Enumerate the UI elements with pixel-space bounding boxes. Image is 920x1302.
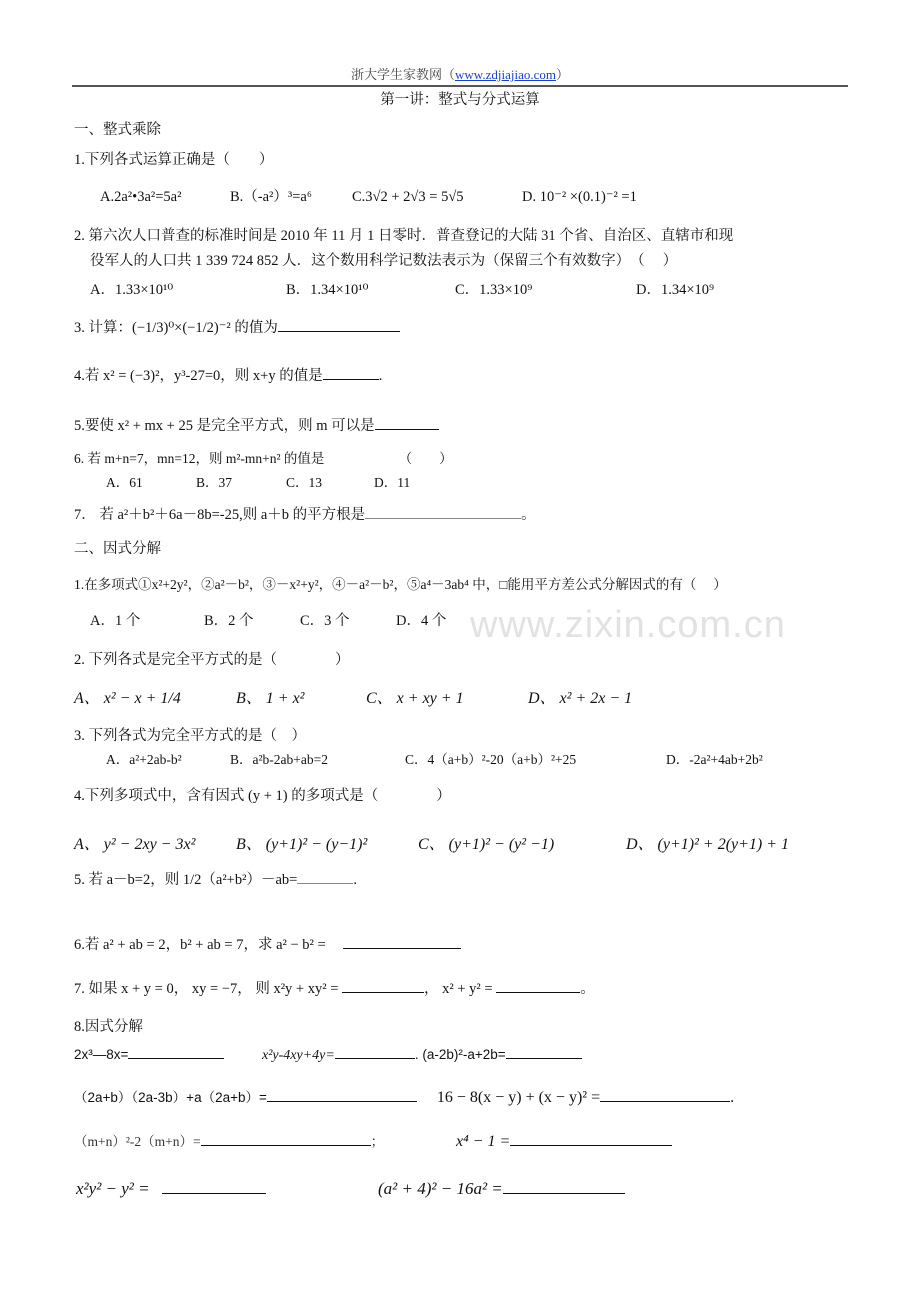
s2-q4-options	[74, 835, 801, 855]
expr: x²y-4xy+4y=	[262, 1048, 335, 1063]
s1-q2-line2: 役军人的人口共 1 339 724 852 人．这个数用科学记数法表示为（保留三个有效数字） （ ）	[90, 253, 678, 269]
answer-blank[interactable]	[201, 1131, 371, 1146]
s2-q7-part2: ， x² + y² =	[424, 981, 493, 997]
s2-q5-text: 5. 若 a－b=2，则 1/2（a²+b²）－ab=	[74, 872, 298, 888]
s1-q4: 4.若 x² = (−3)²，y³-27=0，则 x+y 的值是 .	[74, 365, 382, 386]
answer-blank[interactable]	[510, 1131, 672, 1146]
answer-blank[interactable]	[162, 1179, 266, 1194]
answer-blank[interactable]	[335, 1044, 415, 1059]
s2-q8-e9	[378, 1179, 637, 1199]
s1-q7-text: 7． 若 a²＋b²＋6a－8b=-25,则 a＋b 的平方根是	[74, 507, 366, 523]
site-name-end: ）	[555, 67, 569, 82]
s2-q1: 1.在多项式①x²+2y²，②a²－b²，③－x²+y²，④－a²－b²，⑤a⁴－3ab⁴ 中，□能用平方差公式分解因式的有（ ）	[74, 577, 727, 592]
s2-q6	[74, 934, 461, 955]
answer-blank[interactable]	[342, 978, 424, 993]
watermark: www.zixin.com.cn	[470, 604, 786, 646]
answer-blank[interactable]	[343, 934, 461, 949]
s2-q8-row4	[76, 1179, 637, 1199]
s1-q2-c: C．1.33×10⁹	[455, 282, 533, 298]
expr: . (a-2b)²-a+2b=	[414, 1047, 506, 1062]
answer-blank[interactable]	[600, 1087, 730, 1102]
s2-q2-a: A、 x² − x + 1/4	[74, 690, 181, 707]
site-name: 浙大学生家教网（	[351, 67, 456, 82]
s2-q3-a: A．a²+2ab-b²	[106, 752, 182, 767]
s1-q2-b: B．1.34×10¹⁰	[286, 282, 369, 298]
s2-q2-options	[74, 689, 644, 709]
answer-blank[interactable]	[503, 1179, 625, 1194]
s2-q3: 3. 下列各式为完全平方式的是（ ）	[74, 728, 306, 744]
answer-blank[interactable]	[496, 978, 580, 993]
s2-q8-heading: 8.因式分解	[74, 1019, 143, 1035]
s2-q8-e6: （m+n）²-2（m+n）= ；	[74, 1131, 456, 1152]
answer-blank[interactable]	[278, 317, 400, 332]
s2-q1-b: B．2 个	[204, 613, 254, 629]
expr: x²y² − y² =	[76, 1179, 150, 1198]
s1-q6-a: A．61	[106, 475, 143, 490]
s2-q6-text: 6.若 a² + ab = 2，b² + ab = 7，求 a² − b² =	[74, 937, 326, 953]
s2-q8-e7	[456, 1131, 684, 1152]
s2-q1-d: D．4 个	[396, 613, 447, 629]
s1-q1-d: D. 10⁻² ×(0.1)⁻² =1	[522, 189, 637, 205]
s2-q5: 5. 若 a－b=2，则 1/2（a²+b²）－ab= .	[74, 869, 357, 890]
s1-q1: 1.下列各式运算正确是（ ）	[74, 152, 274, 168]
header-rule	[72, 85, 848, 87]
page-header	[0, 65, 920, 85]
site-link[interactable]: www.zdjiajiao.com	[455, 67, 556, 82]
s2-q2: 2. 下列各式是完全平方式的是（ ）	[74, 652, 350, 668]
s1-q5	[74, 415, 439, 436]
s2-q2-c: C、 x + xy + 1	[366, 690, 464, 707]
s2-q1-options	[90, 611, 458, 631]
s2-q7-part1: 7. 如果 x + y = 0， xy = −7， 则 x²y + xy² =	[74, 981, 339, 997]
expr: x⁴ − 1 =	[456, 1133, 511, 1150]
s1-q6-options	[106, 473, 422, 493]
s2-q3-d: D．-2a²+4ab+2b²	[666, 752, 763, 767]
expr: 16 − 8(x − y) + (x − y)² =	[436, 1089, 601, 1106]
expr: 2x³—8x=	[74, 1047, 129, 1062]
s1-q2-d: D．1.34×10⁹	[636, 282, 715, 298]
answer-blank[interactable]	[506, 1044, 582, 1059]
s2-q7	[74, 978, 595, 999]
s1-q3	[74, 317, 400, 338]
s2-q4-a: A、 y² − 2xy − 3x²	[74, 836, 196, 853]
s2-q3-options	[106, 750, 775, 770]
s2-q8-row3	[74, 1131, 684, 1152]
s1-q6: 6. 若 m+n=7，mn=12，则 m²-mn+n² 的值是 （ ）	[74, 451, 453, 466]
s2-q7-end: 。	[580, 981, 595, 997]
s1-q1-c: C.3√2 + 2√3 = 5√5	[352, 189, 464, 205]
s2-q4-c: C、 (y+1)² − (y² −1)	[418, 836, 555, 853]
s2-q8-row1	[74, 1044, 594, 1066]
s1-q7: 7． 若 a²＋b²＋6a－8b=-25,则 a＋b 的平方根是 。	[74, 504, 536, 525]
s2-q8-e8	[76, 1179, 378, 1199]
s1-q6-c: C．13	[286, 475, 323, 490]
expr: （m+n）²-2（m+n）=	[74, 1134, 201, 1149]
s2-q2-b: B、 1 + x²	[236, 690, 305, 707]
s1-q2-line1: 2. 第六次人口普查的标准时间是 2010 年 11 月 1 日零时．普查登记的大陆 31 个省、自治区、直辖市和现	[74, 228, 734, 244]
answer-blank[interactable]	[297, 869, 353, 884]
answer-blank[interactable]	[267, 1087, 417, 1102]
s2-q4-d: D、 (y+1)² + 2(y+1) + 1	[626, 836, 790, 853]
section-2-heading: 二、因式分解	[74, 541, 161, 557]
s2-q2-d: D、 x² + 2x − 1	[528, 690, 633, 707]
s1-q3-text: 3. 计算：(−1/3)⁰×(−1/2)⁻² 的值为	[74, 320, 278, 336]
answer-blank[interactable]	[323, 365, 379, 380]
s1-q4-text: 4.若 x² = (−3)²，y³-27=0，则 x+y 的值是	[74, 368, 323, 384]
s1-q6-b: B．37	[196, 475, 233, 490]
answer-blank[interactable]	[365, 504, 521, 519]
s2-q4: 4.下列多项式中，含有因式 (y + 1) 的多项式是（ ）	[74, 788, 451, 804]
s2-q8-e3	[415, 1044, 594, 1065]
s1-q1-b: B.（-a²）³=a⁶	[230, 189, 312, 205]
s2-q3-c: C．4（a+b）²-20（a+b）²+25	[405, 752, 577, 767]
page-title: 第一讲：整式与分式运算	[380, 92, 540, 108]
s2-q8-e4	[74, 1087, 437, 1108]
s1-q5-text: 5.要使 x² + mx + 25 是完全平方式，则 m 可以是	[74, 418, 375, 434]
expr: （2a+b）（2a-3b）+a（2a+b）=	[74, 1090, 267, 1105]
expr: (a² + 4)² − 16a² =	[378, 1179, 503, 1198]
section-1-heading: 一、整式乘除	[74, 122, 161, 138]
s2-q8-e1	[74, 1044, 262, 1065]
s2-q1-c: C．3 个	[300, 613, 350, 629]
s1-q6-d: D．11	[374, 475, 411, 490]
s2-q1-a: A．1 个	[90, 613, 141, 629]
s2-q8-row2	[74, 1087, 746, 1108]
s2-q8-e5: 16 − 8(x − y) + (x − y)² = .	[436, 1089, 735, 1106]
s2-q4-b: B、 (y+1)² − (y−1)²	[236, 836, 368, 853]
s1-q1-a: A.2a²•3a²=5a²	[100, 189, 182, 205]
s2-q8-e2	[262, 1044, 415, 1066]
s1-q2-a: A．1.33×10¹⁰	[90, 282, 174, 298]
s2-q3-b: B．a²b-2ab+ab=2	[230, 752, 329, 767]
s1-q2-options	[90, 280, 726, 300]
answer-blank[interactable]	[128, 1044, 224, 1059]
answer-blank[interactable]	[375, 415, 439, 430]
s1-q1-options	[100, 187, 649, 207]
